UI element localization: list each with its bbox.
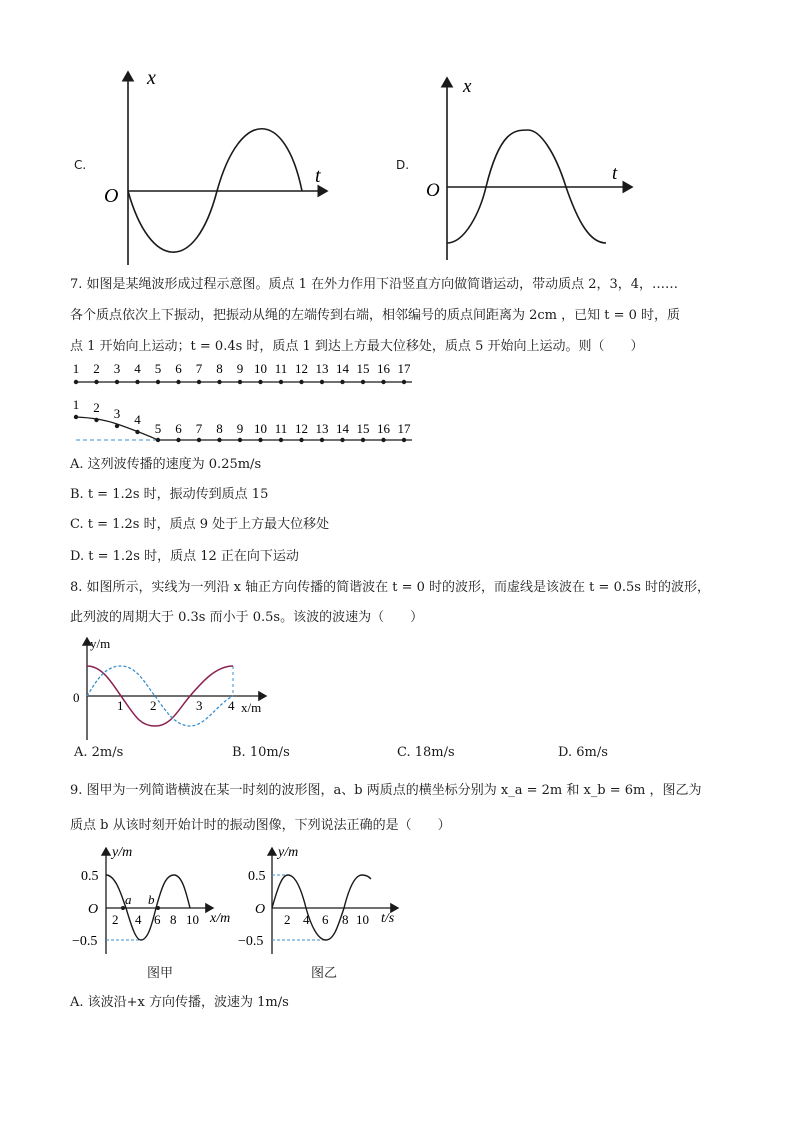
- q9a-ytick-pos: 0.5: [81, 869, 99, 884]
- rope1-particle-6: [176, 380, 180, 384]
- rope1-number-1: 1: [72, 361, 80, 376]
- rope1-number-7: 7: [195, 361, 203, 376]
- q9-graph-b: [238, 842, 408, 957]
- q7-rope-diagram: [60, 360, 420, 445]
- q8-origin: 0: [73, 690, 80, 705]
- q8-tick-1: 1: [117, 698, 124, 713]
- rope2-particle-9: [238, 438, 242, 442]
- rope1-number-5: 5: [154, 361, 162, 376]
- rope1-number-10: 10: [254, 361, 267, 376]
- q9b-xtick-10: 10: [356, 912, 369, 927]
- rope1-number-9: 9: [236, 361, 244, 376]
- rope2-number-11: 11: [274, 421, 288, 436]
- graph-c-x-label: t: [315, 165, 321, 187]
- rope2-number-6: 6: [175, 421, 182, 436]
- graph-d-y-label: x: [463, 76, 472, 97]
- q9b-xtick-2: 2: [284, 912, 291, 927]
- q9-option-a: A. 该波沿+x 方向传播，波速为 1m/s: [70, 995, 289, 1010]
- rope2-particle-5: [156, 438, 160, 442]
- rope1-particle-8: [217, 380, 221, 384]
- rope1-particle-13: [320, 380, 324, 384]
- rope2-particle-4: [135, 430, 139, 434]
- rope1-particle-3: [115, 380, 119, 384]
- q9a-xtick-6: 6: [154, 912, 161, 927]
- q7-option-c: C. t = 1.2s 时，质点 9 处于上方最大位移处: [70, 517, 330, 532]
- q9a-label-a: a: [125, 892, 132, 907]
- q9-graph-a-caption: 图甲: [147, 966, 174, 981]
- rope1-number-3: 3: [113, 361, 121, 376]
- q8-option-c: C. 18m/s: [397, 745, 455, 760]
- q9a-xtick-10: 10: [186, 912, 199, 927]
- rope2-number-5: 5: [154, 421, 162, 436]
- rope1-number-12: 12: [295, 361, 308, 376]
- rope2-particle-6: [176, 438, 180, 442]
- q7-line2: 各个质点依次上下振动，把振动从绳的左端传到右端，相邻编号的质点间距离为 2cm ，已知 t = 0 时，质: [70, 308, 681, 323]
- rope1-particle-15: [361, 380, 365, 384]
- rope2-particle-10: [258, 438, 262, 442]
- rope1-number-8: 8: [216, 361, 223, 376]
- rope1-number-14: 14: [336, 361, 349, 376]
- q9a-origin: O: [88, 902, 99, 917]
- rope1-particle-7: [197, 380, 201, 384]
- rope2-number-4: 4: [134, 412, 141, 427]
- rope1-particle-14: [340, 380, 344, 384]
- q8-option-d: D. 6m/s: [558, 745, 608, 760]
- rope2-particle-17: [402, 438, 406, 442]
- option-d-label: D.: [396, 158, 410, 172]
- rope2-particle-2: [94, 418, 98, 422]
- rope2-number-2: 2: [93, 400, 100, 415]
- rope2-particle-11: [279, 438, 283, 442]
- rope1-particle-5: [156, 380, 160, 384]
- q7-rope-row1: [73, 361, 412, 384]
- rope1-number-6: 6: [175, 361, 182, 376]
- q9a-ytick-neg: −0.5: [72, 934, 98, 949]
- graph-d-origin: O: [426, 180, 440, 201]
- rope2-number-8: 8: [216, 421, 223, 436]
- q9-line2: 质点 b 从该时刻开始计时的振动图像，下列说法正确的是（ ）: [70, 818, 451, 833]
- q9-line1: 9. 图甲为一列简谐横波在某一时刻的波形图，a、b 两质点的横坐标分别为 x_a = 2m 和 x_b = 6m ，图乙为: [70, 783, 702, 798]
- rope2-particle-14: [340, 438, 344, 442]
- q9a-xtick-2: 2: [112, 912, 119, 927]
- q9a-label-b: b: [148, 892, 155, 907]
- rope2-number-15: 15: [356, 421, 370, 436]
- q7-option-b: B. t = 1.2s 时，振动传到质点 15: [70, 487, 269, 502]
- rope2-particle-3: [115, 424, 119, 428]
- rope2-particle-15: [361, 438, 365, 442]
- rope1-number-13: 13: [315, 361, 329, 376]
- q8-y-label: y/m: [90, 636, 111, 651]
- rope1-particle-11: [279, 380, 283, 384]
- q8-option-a: A. 2m/s: [74, 745, 124, 760]
- q8-line2: 此列波的周期大于 0.3s 而小于 0.5s。该波的波速为（ ）: [70, 610, 424, 625]
- rope2-particle-8: [217, 438, 221, 442]
- graph-c: [95, 60, 335, 270]
- graph-c-origin: O: [104, 185, 119, 207]
- rope2-number-12: 12: [295, 421, 308, 436]
- rope2-number-7: 7: [195, 421, 203, 436]
- q9b-ytick-neg: −0.5: [238, 934, 264, 949]
- q9b-xtick-8: 8: [342, 912, 349, 927]
- q7-line1: 7. 如图是某绳波形成过程示意图。质点 1 在外力作用下沿竖直方向做简谐运动，带动质点 2，3，4，……: [70, 277, 679, 292]
- graph-d: [420, 72, 640, 262]
- q9b-y-label: y/m: [278, 845, 299, 860]
- q9-graph-a: [72, 842, 248, 957]
- q8-tick-4: 4: [228, 698, 235, 713]
- rope1-particle-10: [258, 380, 262, 384]
- q7-rope-row2: [73, 397, 412, 442]
- q9a-xtick-4: 4: [135, 912, 142, 927]
- q9-graph-b-caption: 图乙: [311, 966, 338, 981]
- q8-tick-3: 3: [196, 698, 203, 713]
- rope2-number-14: 14: [336, 421, 349, 436]
- q8-line1: 8. 如图所示，实线为一列沿 x 轴正方向传播的简谐波在 t = 0 时的波形，而虚线是该波在 t = 0.5s 时的波形，: [70, 580, 711, 595]
- graph-d-x-label: t: [612, 163, 618, 184]
- q8-tick-2: 2: [150, 698, 157, 713]
- rope1-number-2: 2: [93, 361, 100, 376]
- option-c-label: C.: [74, 158, 87, 172]
- q9a-x-label: x/m: [210, 911, 231, 926]
- rope2-number-9: 9: [236, 421, 244, 436]
- rope1-number-16: 16: [377, 361, 390, 376]
- rope1-particle-2: [94, 380, 98, 384]
- rope1-particle-17: [402, 380, 406, 384]
- rope1-particle-4: [135, 380, 139, 384]
- rope1-particle-9: [238, 380, 242, 384]
- q9b-xtick-6: 6: [322, 912, 329, 927]
- q7-option-d: D. t = 1.2s 时，质点 12 正在向下运动: [70, 549, 299, 564]
- q8-option-b: B. 10m/s: [232, 745, 290, 760]
- q9a-y-label: y/m: [112, 845, 133, 860]
- rope1-number-15: 15: [356, 361, 370, 376]
- q9a-point-b: [156, 906, 160, 910]
- rope1-particle-16: [381, 380, 385, 384]
- rope2-number-3: 3: [113, 406, 121, 421]
- rope2-particle-1: [74, 415, 78, 419]
- q7-option-a: A. 这列波传播的速度为 0.25m/s: [70, 457, 262, 472]
- rope1-particle-12: [299, 380, 303, 384]
- q8-x-label: x/m: [241, 700, 262, 715]
- q8-wave-graph: [68, 630, 278, 745]
- rope1-number-11: 11: [274, 361, 288, 376]
- rope2-number-10: 10: [254, 421, 267, 436]
- q9a-xtick-8: 8: [170, 912, 177, 927]
- rope2-particle-13: [320, 438, 324, 442]
- rope2-number-13: 13: [315, 421, 329, 436]
- q9b-x-label: t/s: [381, 911, 395, 926]
- rope2-particle-7: [197, 438, 201, 442]
- q9b-xtick-4: 4: [303, 912, 310, 927]
- rope2-number-16: 16: [377, 421, 390, 436]
- rope1-number-4: 4: [134, 361, 141, 376]
- rope2-particle-16: [381, 438, 385, 442]
- rope1-number-17: 17: [397, 361, 411, 376]
- rope2-number-1: 1: [72, 397, 80, 412]
- q9b-ytick-pos: 0.5: [248, 869, 266, 884]
- rope2-number-17: 17: [397, 421, 411, 436]
- q9b-origin: O: [255, 902, 266, 917]
- rope2-particle-12: [299, 438, 303, 442]
- rope1-particle-1: [74, 380, 78, 384]
- q7-line3: 点 1 开始向上运动；t = 0.4s 时，质点 1 到达上方最大位移处，质点 5 开始向上运动。则（ ）: [70, 339, 644, 354]
- graph-c-y-label: x: [147, 67, 156, 89]
